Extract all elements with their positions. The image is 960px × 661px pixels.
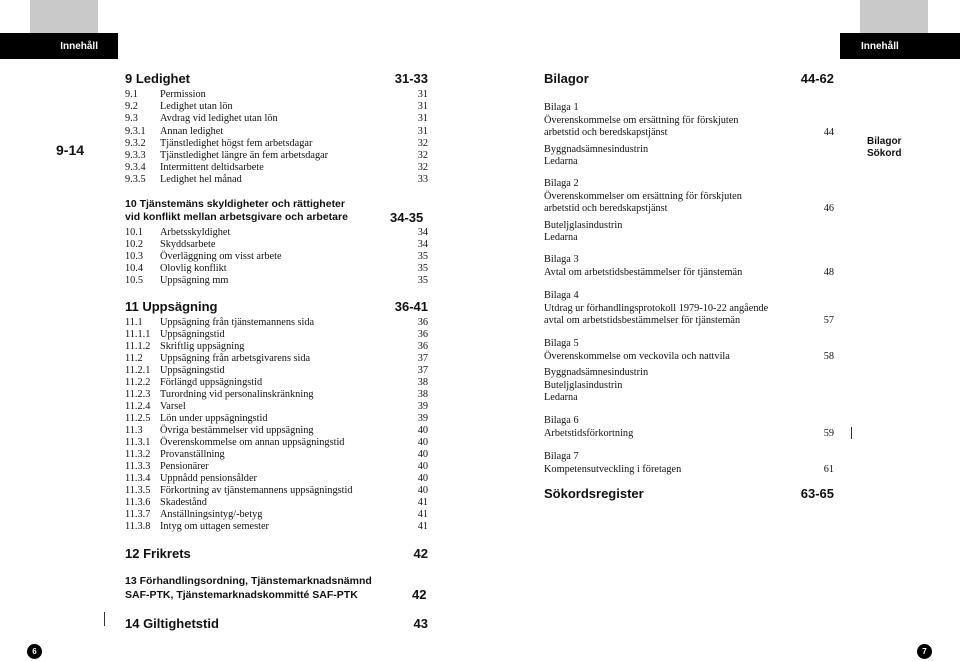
sokord-title: Sökordsregister: [544, 486, 644, 501]
bilaga-party: Ledarna: [544, 392, 578, 403]
toc-entry: [125, 485, 428, 497]
toc-entry: [125, 251, 428, 263]
toc-entry-number: 11.1.1: [125, 329, 151, 340]
left-side-range: 9-14: [56, 142, 85, 158]
toc-entry-title: Arbetsskyldighet: [160, 227, 231, 238]
toc-entry-number: 9.3: [125, 113, 138, 125]
toc-entry-page: 33: [417, 174, 428, 186]
right-side-label-1: Bilagor: [867, 136, 902, 147]
toc-entry-number: 11.3.3: [125, 461, 151, 472]
sokord-heading: [544, 486, 834, 501]
toc-entry-title: Turordning vid personalinskränkning: [160, 389, 314, 400]
toc-entry-page: 38: [417, 377, 428, 388]
toc-entry: [125, 413, 428, 425]
chapter-11-heading: [125, 299, 428, 314]
toc-entry-number: 9.3.5: [125, 174, 146, 186]
toc-entry: [125, 126, 428, 138]
toc-entry-title: Avdrag vid ledighet utan lön: [160, 113, 278, 125]
toc-entry-title: Ledighet hel månad: [160, 174, 242, 186]
toc-entry-page: 40: [417, 485, 428, 496]
toc-entry-page: 35: [417, 263, 428, 275]
chapter-14-title: 14 Giltighetstid: [125, 616, 219, 631]
toc-entry-page: 31: [417, 89, 428, 100]
bilaga-page: 57: [823, 315, 834, 326]
chapter-9-title: 9 Ledighet: [125, 71, 191, 86]
toc-entry: [125, 174, 428, 186]
bilaga-description-line: Överenskommelse om ersättning för förskjuten: [544, 114, 739, 126]
bilaga-party: Buteljglasindustrin: [544, 379, 623, 391]
toc-entry-number: 10.4: [125, 263, 144, 275]
bilaga-description-line: Utdrag ur förhandlingsprotokoll 1979-10-22 angående: [544, 302, 769, 314]
toc-entry-number: 11.2.4: [125, 401, 151, 412]
toc-entry: [125, 239, 428, 251]
bilaga-title: Bilaga 2: [544, 178, 579, 189]
bilagor-title: Bilagor: [544, 71, 589, 86]
toc-entry-title: Varsel: [160, 401, 186, 412]
left-page-number: 6: [27, 644, 42, 659]
bilaga-party: Byggnadsämnesindustrin: [544, 367, 649, 378]
bilaga-block: [544, 415, 834, 440]
bilaga-entry-row: [544, 267, 834, 280]
right-page-number: 7: [917, 644, 932, 659]
toc-entry-number: 9.2: [125, 101, 138, 113]
toc-entry-title: Uppsägningstid: [160, 329, 225, 340]
toc-entry-title: Uppsägning från tjänstemannens sida: [160, 317, 315, 328]
toc-entry: [125, 317, 428, 329]
bilaga-description-last: avtal om arbetstidsbestämmelser för tjänstemän: [544, 315, 741, 326]
bilaga-page: 58: [823, 350, 834, 362]
bilaga-block: [544, 178, 834, 245]
toc-entry-title: Uppsägningstid: [160, 365, 225, 376]
toc-entry-title: Annan ledighet: [160, 125, 224, 137]
bilaga-page: 59: [823, 427, 834, 439]
bilaga-block: [544, 338, 834, 405]
toc-entry: [125, 509, 428, 521]
toc-entry-number: 11.3.4: [125, 473, 151, 484]
chapter-14-heading: [125, 616, 428, 631]
bilaga-entry-row: [544, 464, 834, 477]
left-margin-line: [104, 612, 105, 626]
bilaga-title: Bilaga 6: [544, 415, 579, 426]
chapter-11-pages: 36-41: [394, 299, 428, 314]
toc-entry-page: 35: [417, 251, 428, 263]
toc-entry-page: 32: [417, 162, 428, 174]
toc-entry-title: Uppnådd pensionsålder: [160, 473, 257, 484]
toc-entry-number: 9.1: [125, 89, 138, 100]
toc-entry: [125, 497, 428, 509]
toc-entry-page: 37: [417, 353, 428, 364]
toc-entry-page: 31: [417, 113, 428, 125]
chapter-10-heading-line1: 10 Tjänstemäns skyldigheter och rättigheter: [125, 198, 345, 210]
toc-entry-title: Överläggning om visst arbete: [160, 251, 282, 263]
sokord-pages: 63-65: [800, 486, 834, 501]
bilaga-block: [544, 451, 834, 476]
toc-entry-number: 11.2.1: [125, 365, 151, 376]
toc-entry-title: Överenskommelse om annan uppsägningstid: [160, 437, 345, 448]
toc-entry: [125, 401, 428, 413]
toc-entry: [125, 473, 428, 485]
left-grey-tab: [30, 0, 98, 33]
toc-entry-page: 36: [417, 341, 428, 352]
toc-entry-number: 9.3.4: [125, 162, 146, 174]
bilaga-title: Bilaga 5: [544, 338, 579, 349]
toc-entry-page: 31: [417, 125, 428, 137]
toc-entry-page: 34: [417, 239, 428, 251]
toc-entry: [125, 329, 428, 341]
right-header-bar: [840, 33, 960, 59]
bilagor-heading: [544, 71, 834, 86]
bilaga-page: 61: [823, 463, 834, 475]
toc-entry-number: 11.3.8: [125, 521, 151, 532]
bilaga-block: [544, 290, 834, 328]
toc-entry-title: Intyg om uttagen semester: [160, 521, 269, 532]
toc-entry-title: Uppsägning från arbetsgivarens sida: [160, 353, 311, 364]
toc-entry-number: 11.2.5: [125, 413, 151, 424]
toc-entry-number: 11.3.1: [125, 437, 151, 448]
toc-entry: [125, 365, 428, 377]
toc-entry: [125, 162, 428, 174]
chapter-12-heading: [125, 546, 428, 561]
toc-entry: [125, 425, 428, 437]
toc-entry: [125, 389, 428, 401]
toc-entry-number: 11.3.6: [125, 497, 151, 508]
toc-entry-page: 40: [417, 461, 428, 472]
bilaga-description-last: Avtal om arbetstidsbestämmelser för tjänstemän: [544, 266, 743, 278]
bilaga-title: Bilaga 4: [544, 290, 579, 301]
toc-entry-number: 9.3.2: [125, 137, 146, 149]
bilaga-description-last: arbetstid och beredskapstjänst: [544, 127, 668, 138]
bilaga-block: [544, 102, 834, 169]
toc-entry: [125, 449, 428, 461]
toc-entry: [125, 150, 428, 162]
chapter-13-heading-line1: 13 Förhandlingsordning, Tjänstemarknadsnämnd: [125, 575, 372, 587]
toc-entry: [125, 437, 428, 449]
toc-entry-number: 10.1: [125, 227, 144, 238]
bilaga-entry-row: [544, 127, 834, 140]
toc-entry-page: 40: [417, 437, 428, 448]
toc-entry: [125, 138, 428, 150]
toc-entry-number: 11.1: [125, 317, 143, 328]
chapter-12-title: 12 Frikrets: [125, 546, 191, 561]
toc-entry-page: 36: [417, 317, 428, 328]
chapter-9-pages: 31-33: [394, 71, 428, 86]
toc-entry-title: Skadestånd: [160, 497, 207, 508]
toc-entry: [125, 377, 428, 389]
toc-entry-title: Lön under uppsägningstid: [160, 413, 268, 424]
bilaga-description-last: Kompetensutveckling i företagen: [544, 463, 682, 475]
toc-entry-title: Intermittent deltidsarbete: [160, 162, 264, 174]
right-margin-line: [851, 427, 852, 439]
toc-entry-number: 11.1.2: [125, 341, 151, 352]
bilaga-title: Bilaga 1: [544, 102, 579, 113]
toc-entry-title: Provanställning: [160, 449, 225, 460]
toc-entry: [125, 89, 428, 101]
bilaga-party: Buteljglasindustrin: [544, 219, 623, 231]
toc-entry-title: Tjänstledighet högst fem arbetsdagar: [160, 137, 313, 149]
toc-entry-page: 40: [417, 425, 428, 436]
toc-entry-number: 9.3.3: [125, 150, 146, 161]
toc-entry-title: Övriga bestämmelser vid uppsägning: [160, 425, 314, 436]
toc-entry-title: Tjänstledighet längre än fem arbetsdagar: [160, 150, 329, 161]
bilaga-page: 48: [823, 266, 834, 278]
toc-entry-title: Anställningsintyg/-betyg: [160, 509, 263, 520]
toc-entry: [125, 101, 428, 113]
toc-entry: [125, 461, 428, 473]
left-header-bar: [0, 33, 118, 59]
bilaga-entry-row: [544, 428, 834, 441]
toc-entry-number: 10.3: [125, 251, 144, 263]
toc-entry-title: Förkortning av tjänstemannens uppsägningstid: [160, 485, 353, 496]
toc-entry-number: 11.2.3: [125, 389, 151, 400]
bilaga-entry-row: [544, 351, 834, 364]
toc-entry: [125, 341, 428, 353]
chapter-12-page: 42: [413, 546, 428, 561]
bilaga-title: Bilaga 3: [544, 254, 579, 265]
bilaga-block: [544, 254, 834, 279]
toc-entry-page: 34: [417, 227, 428, 238]
chapter-13-page: 42: [412, 587, 427, 602]
bilaga-page: 44: [823, 127, 834, 138]
toc-entry-page: 39: [417, 401, 428, 412]
bilaga-description-last: arbetstid och beredskapstjänst: [544, 203, 668, 214]
toc-entry-page: 37: [417, 365, 428, 376]
toc-entry-title: Skriftlig uppsägning: [160, 341, 245, 352]
toc-entry: [125, 353, 428, 365]
chapter-13-heading-line2: SAF-PTK, Tjänstemarknadskommitté SAF-PTK: [125, 589, 358, 601]
bilaga-description-last: Överenskommelse om veckovila och nattvila: [544, 350, 730, 362]
toc-entry-number: 11.3.7: [125, 509, 151, 520]
toc-entry-page: 38: [417, 389, 428, 400]
bilaga-description-last: Arbetstidsförkortning: [544, 427, 634, 439]
toc-entry-page: 41: [417, 521, 428, 532]
toc-entry: [125, 227, 428, 239]
right-header-label: Innehåll: [861, 40, 899, 52]
toc-entry-number: 11.3.5: [125, 485, 151, 496]
right-grey-tab: [860, 0, 928, 33]
toc-entry-page: 41: [417, 497, 428, 508]
toc-entry-page: 41: [417, 509, 428, 520]
chapter-14-page: 43: [413, 616, 428, 631]
toc-entry-page: 32: [417, 150, 428, 161]
toc-entry-page: 35: [417, 275, 428, 287]
bilaga-party: Byggnadsämnesindustrin: [544, 143, 649, 155]
toc-entry-page: 32: [417, 137, 428, 149]
bilagor-pages: 44-62: [800, 71, 834, 86]
toc-entry-number: 10.2: [125, 239, 144, 251]
toc-entry-page: 36: [417, 329, 428, 340]
toc-entry-title: Permission: [160, 89, 206, 100]
toc-entry-title: Uppsägning mm: [160, 275, 229, 287]
chapter-10-heading-line2: vid konflikt mellan arbetsgivare och arbetare: [125, 211, 348, 223]
chapter-9-heading: [125, 71, 428, 86]
bilaga-page: 46: [823, 203, 834, 214]
toc-entry-page: 31: [417, 101, 428, 113]
toc-entry-number: 11.2.2: [125, 377, 151, 388]
toc-entry-page: 40: [417, 449, 428, 460]
toc-entry-page: 39: [417, 413, 428, 424]
toc-entry-title: Förlängd uppsägningstid: [160, 377, 263, 388]
toc-entry: [125, 521, 428, 533]
toc-entry-number: 9.3.1: [125, 125, 146, 137]
chapter-10-pages: 34-35: [390, 210, 424, 225]
toc-entry-title: Skyddsarbete: [160, 239, 216, 251]
bilaga-entry-row: [544, 203, 834, 216]
toc-entry: [125, 113, 428, 125]
toc-entry: [125, 275, 428, 287]
toc-entry-number: 11.2: [125, 353, 143, 364]
toc-entry-title: Ledighet utan lön: [160, 101, 233, 113]
bilaga-party: Ledarna: [544, 232, 578, 243]
bilaga-party: Ledarna: [544, 156, 578, 167]
toc-entry-page: 40: [417, 473, 428, 484]
left-header-label: Innehåll: [60, 40, 98, 52]
toc-entry-number: 10.5: [125, 275, 144, 287]
bilaga-title: Bilaga 7: [544, 451, 579, 462]
chapter-11-title: 11 Uppsägning: [125, 299, 218, 314]
toc-entry: [125, 263, 428, 275]
right-side-label-2: Sökord: [867, 148, 902, 159]
toc-entry-title: Pensionärer: [160, 461, 209, 472]
toc-entry-number: 11.3: [125, 425, 143, 436]
bilaga-entry-row: [544, 315, 834, 328]
toc-entry-title: Olovlig konflikt: [160, 263, 227, 275]
bilaga-description-line: Överenskommelser om ersättning för förskjuten: [544, 190, 742, 202]
toc-entry-number: 11.3.2: [125, 449, 151, 460]
